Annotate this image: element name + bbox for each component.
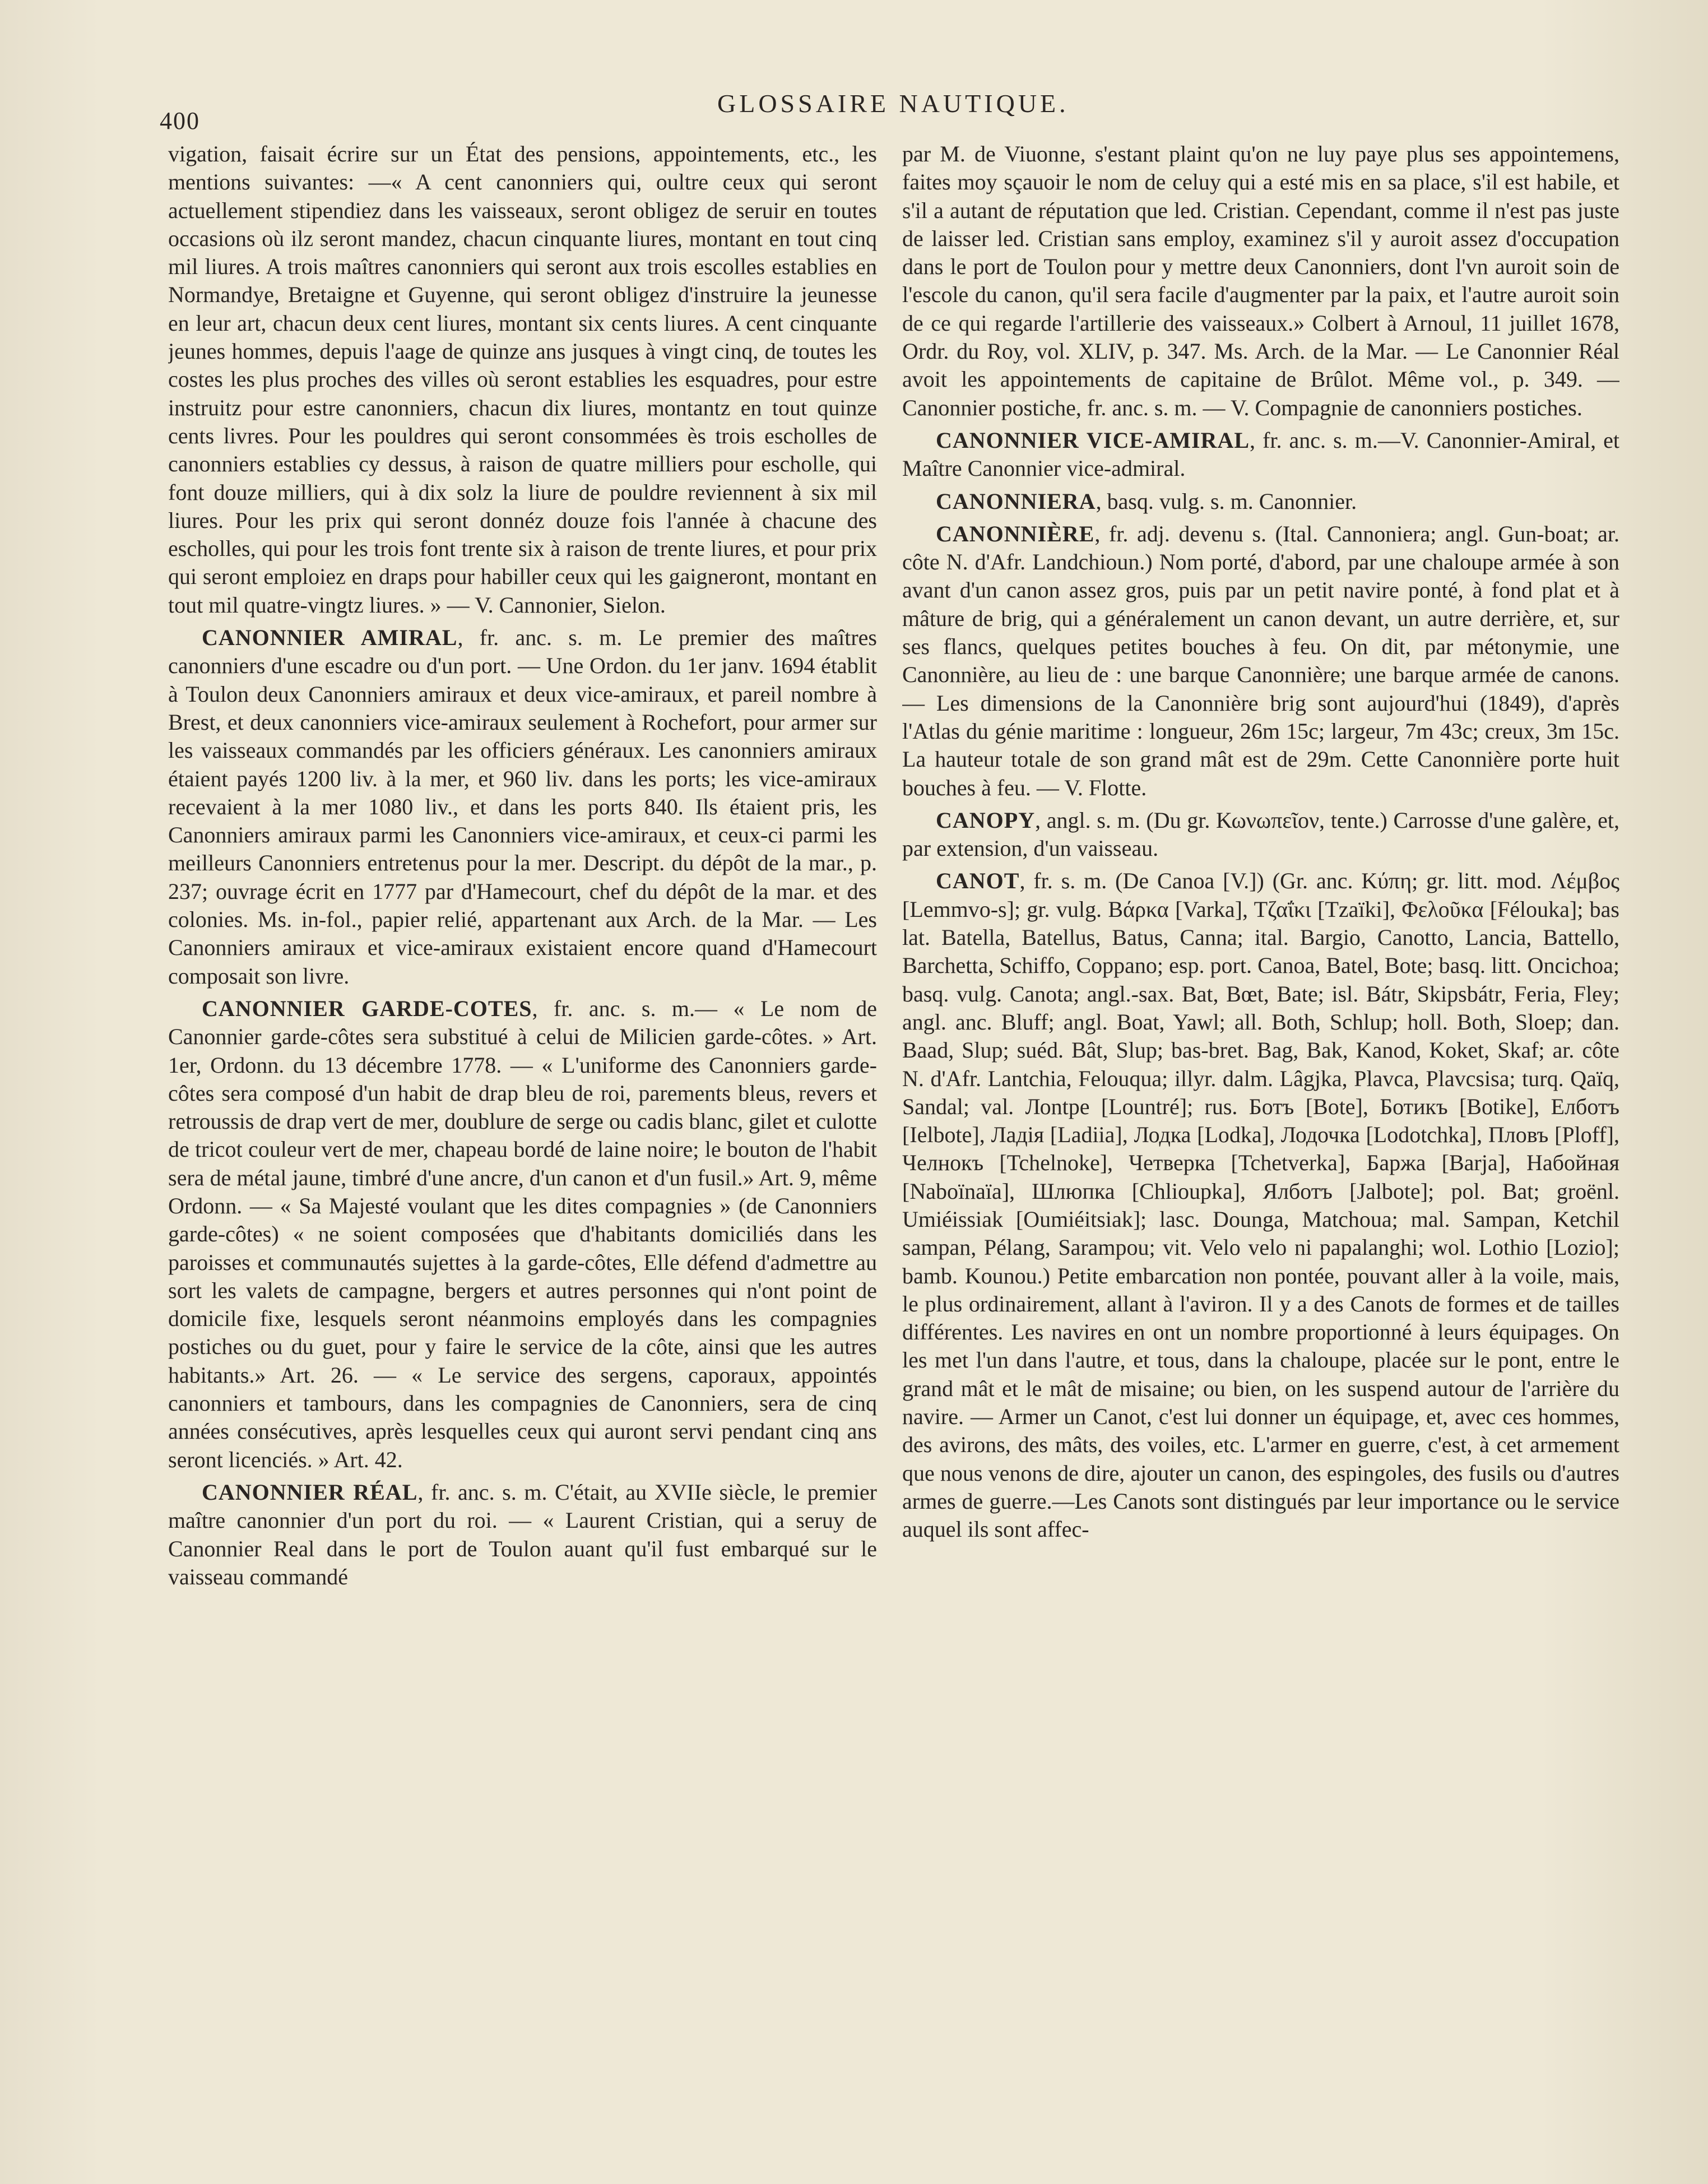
entry-text: par M. de Viuonne, s'estant plaint qu'on ne luy paye plus ses appointemens, faites moy sçauoir le nom de celuy qui a esté mis en sa place, s'il est habile, et s'il a autant de réputation que led. Cristian. Cependant, comme il n'est pas juste de laisser led. Cristian sans employ, examinez s'il y auroit assez d'occupation dans le port de Toulon pour y mettre deux Canonniers, dont l'vn auroit soin de l'escole du canon, qu'il sera facile d'augmenter par la paix, et l'autre auroit soin de ce qui regarde l'artillerie des vaisseaux.» Colbert à Arnoul, 11 juillet 1678, Ordr. du Roy, vol. XLIV, p. 347. Ms. Arch. de la Mar. — Le Canonnier Réal avoit les appointements de capitaine de Brûlot. Même vol., p. 349. — Canonnier postiche, fr. anc. s. m. — V. Compagnie de canonniers postiches. [902,141,1619,420]
headword: CANONNIER AMIRAL [202,625,458,651]
headword: CANONNIER GARDE-COTES [202,995,532,1021]
headword: CANOPY [936,807,1036,833]
entry-canonnier-amiral [168,624,877,990]
entry-text: , fr. s. m. (De Canoa [V.]) (Gr. anc. Κύπη; gr. litt. mod. Λέμβος [Lemmvo-s]; gr. vulg. Βάρκα [Varka], Τζαΐκι [Tzaïki], Φελοῦκα [Félouka]; bas lat. Batella, Batellus, Batus, Canna; ital. Bargio, Canotto, Lancia, Battello, Barchetta, Schiffo, Coppano; esp. port. Canoa, Batel, Bote; basq. litt. Oncichoa; basq. vulg. Canota; angl.-sax. Bat, Bœt, Bate; isl. Bátr, Skipsbátr, Feria, Fley; angl. anc. Bluff; angl. Boat, Yawl; all. Both, Schlup; holl. Both, Sloep; dan. Baad, Slup; suéd. Bât, Slup; bas-bret. Bag, Bak, Kanod, Koket, Skaf; ar. côte N. d'Afr. Lantchia, Felouqua; illyr. dalm. Lâgjka, Plavca, Plavcsisa; turq. Qaïq, Sandal; val. Лоntре [Lountré]; rus. Ботъ [Bote], Ботикъ [Botike], Елботъ [Ielbote], Ладiя [Ladiia], Лодка [Lodka], Лодочка [Lodotchka], Пловъ [Ploff], Челнокъ [Tchelnoke], Четверка [Tchetverka], Баржа [Barja], Набойная [Naboïnaïa], Шлюпка [Chlioupka], Ялботъ [Jalbote]; pol. Bat; groënl. Umiéissiak [Oumiéitsiak]; lasc. Dounga, Matchoua; mal. Sampan, Ketchil sampan, Pélang, Sarampou; vit. Velo velo ni papalanghi; wol. Lothio [Lozio]; bamb. Kounou.) Petite embarcation non pontée, pouvant aller à la voile, mais, le plus ordinairement, allant à l'aviron. Il y a des Canots de formes et de tailles différentes. Les navires en ont un nombre proportionné à leurs équipages. On les met l'un dans l'autre, et tous, dans la chaloupe, placée sur le pont, entre le grand mât et le mât de misaine; ou bien, on les suspend autour de l'arrière du navire. — Armer un Canot, c'est lui donner un équipage, et, avec ces hommes, des avirons, des mâts, des voiles, etc. L'armer en guerre, c'est, à cet armement que nous venons de dire, ajouter un canon, des espingoles, des fusils ou d'autres armes de guerre.—Les Canots sont distingués par leur importance ou le service auquel ils sont affec- [902,868,1619,1542]
entry-text: , angl. s. m. (Du gr. Κωνωπεῖον, tente.) Carrosse d'une galère, et, par extension, d'un vaisseau. [902,807,1619,861]
right-column [902,140,1619,2046]
entry-text: , basq. vulg. s. m. Canonnier. [1096,488,1357,514]
entry-text: vigation, faisait écrire sur un État des pensions, appointements, etc., les mentions suivantes: —« A cent canonniers qui, oultre ceux qui seront actuellement stipendiez dans les vaisseaux, seront obligez de seruir en toutes occasions où ilz seront mandez, chacun cinquante liures, montant en tout cinq mil liures. A trois maîtres canonniers qui seront aux trois escolles establies en Normandye, Bretaigne et Guyenne, qui seront obligez d'instruire la jeunesse en leur art, chacun deux cent liures, montant six cents liures. A cent cinquante jeunes hommes, depuis l'aage de quinze ans jusques à vingt cinq, de toutes les costes les plus proches des villes où seront establies les esquadres, pour estre instruitz pour estre canonniers, chacun dix liures, montantz en tout quinze cents livres. Pour les pouldres qui seront consommées ès trois escholles de canonniers establies cy dessus, à raison de quatre milliers pour escholle, qui font douze milliers, qui à dix solz la liure de pouldre reviennent à six mil liures. Pour les prix qui seront donnéz douze fois l'année à chacune des escholles, qui pour les trois font trente six à raison de trente liures, et pour prix qui seront emploiez en draps pour habiller ceux qui les gaigneront, montant en tout mil quatre-vingtz liures. » — V. Cannonier, Sielon. [168,141,877,618]
entry-canonnier-garde-cotes [168,995,877,1474]
left-column [168,140,877,2046]
entry-canonnier-vice-amiral [902,426,1619,483]
entry-text: , fr. anc. s. m.— « Le nom de Canonnier garde-côtes sera substitué à celui de Milicien garde-côtes. » Art. 1er, Ordonn. du 13 décembre 1778. — « L'uniforme des Canonniers garde-côtes sera composé d'un habit de drap bleu de roi, parements bleus, revers et retroussis de drap vert de mer, doublure de serge ou cadis blanc, gilet et culotte de tricot couleur vert de mer, chapeau bordé de laine noire; le bouton de l'habit sera de métal jaune, timbré d'une ancre, d'un canon et d'un fusil.» Art. 9, même Ordonn. — « Sa Majesté voulant que les dites compagnies » (de Canonniers garde-côtes) « ne soient composées que d'habitants domiciliés dans les paroisses et communautés sujettes à la garde-côtes, Elle défend d'admettre au sort les valets de campagne, bergers et autres personnes qui n'ont point de domicile fixe, lesquels seront néanmoins employés dans les compagnies postiches ou du guet, pour y faire le service de la côte, ainsi que les autres habitants.» Art. 26. — « Le service des sergens, caporaux, appointés canonniers et tambours, dans les compagnies de Canonniers, sera de cinq années consécutives, après lesquelles ceux qui auront servi pendant cinq ans seront licenciés. » Art. 42. [168,995,877,1472]
headword: CANONNIERA [936,488,1096,514]
entry-canot [902,867,1619,1543]
entry-text: , fr. adj. devenu s. (Ital. Cannoniera; angl. Gun-boat; ar. côte N. d'Afr. Landchioun.) Nom porté, d'abord, par une chaloupe armée à son avant d'un canon assez gros, puis par un petit navire ponté, à fond plat et à mâture de brig, qui a généralement un canon devant, un autre derrière, et, sur ses flancs, quelques petites bouches à feu. On dit, par métonymie, une Canonnière, au lieu de : une barque Canonnière; une barque armée de canons. — Les dimensions de la Canonnière brig sont aujourd'hui (1849), d'après l'Atlas du génie maritime : longueur, 26m 15c; largeur, 7m 43c; creux, 3m 15c. La hauteur totale de son grand mât est de 29m. Cette Canonnière porte huit bouches à feu. — V. Flotte. [902,521,1619,800]
entry-canonniere [902,520,1619,802]
entry-canonniera [902,488,1619,516]
page-number: 400 [160,107,200,135]
headword: CANOT [936,868,1020,894]
running-title: GLOSSAIRE NAUTIQUE. [717,89,1069,118]
entry-canopy [902,806,1619,863]
headword: CANONNIÈRE [936,521,1095,546]
headword: CANONNIER VICE-AMIRAL [936,427,1250,453]
entry-text: , fr. anc. s. m. C'était, au XVIIe siècle, le premier maître canonnier d'un port du roi. — « Laurent Cristian, qui a seruy de Canonnier Real dans le port de Toulon auant qu'il fust embarqué sur le vaisseau commandé [168,1479,877,1589]
paragraph [902,140,1619,422]
headword: CANONNIER RÉAL [202,1479,418,1505]
entry-text: , fr. anc. s. m.—V. Canonnier-Amiral, et Maître Canonnier vice-admiral. [902,427,1619,481]
paragraph [168,140,877,619]
entry-text: , fr. anc. s. m. Le premier des maîtres canonniers d'une escadre ou d'un port. — Une Ordon. du 1er janv. 1694 établit à Toulon deux Canonniers amiraux et deux vice-amiraux, et pareil nombre à Brest, et deux canonniers vice-amiraux seulement à Rochefort, pour armer sur les vaisseaux commandés par les officiers généraux. Les canonniers amiraux étaient payés 1200 liv. à la mer, et 960 liv. dans les ports; les vice-amiraux recevaient à la mer 1080 liv., et dans les ports 840. Ils étaient pris, les Canonniers amiraux parmi les Canonniers vice-amiraux, et ceux-ci parmi les meilleurs Canonniers entretenus pour la mer. Descript. du dépôt de la mar., p. 237; ouvrage écrit en 1777 par d'Hamecourt, chef du dépôt de la mar. et des colonies. Ms. in-fol., papier relié, appartenant aux Arch. de la Mar. — Les Canonniers amiraux et vice-amiraux existaient encore quand d'Hamecourt composait son livre. [168,625,877,989]
entry-canonnier-real [168,1478,877,1591]
